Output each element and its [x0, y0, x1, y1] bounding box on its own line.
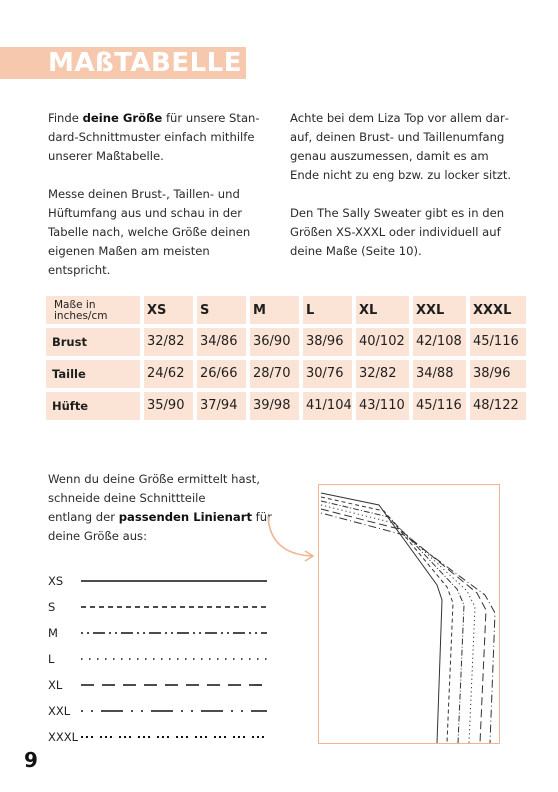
table-cell: 37/94 [197, 392, 246, 420]
curved-arrow-icon [262, 514, 322, 564]
size-header-xxl: XXL [413, 296, 466, 324]
legend-label: XXL [48, 704, 71, 718]
table-cell: 38/96 [303, 328, 352, 356]
solid-line-sample [81, 575, 271, 587]
table-cell: 45/116 [470, 328, 526, 356]
intro-left-paragraph-2: Messe deinen Brust-, Taillen- und Hüftumfang aus und schau in der Tabelle nach, welche Größe deinen eigenen Maßen am meisten entspricht. [48, 187, 251, 277]
legend-label: XXXL [48, 730, 79, 744]
cut-instructions: Wenn du deine Größe ermittelt hast, schneide deine Schnittteile entlang der passenden Linienart für deine Größe aus: [48, 472, 272, 543]
table-cell: 32/82 [144, 328, 193, 356]
intro-left-column [48, 109, 272, 299]
table-cell: 24/62 [144, 360, 193, 388]
row-label: Brust [46, 328, 140, 356]
table-cell: 45/116 [413, 392, 466, 420]
table-cell: 28/70 [250, 360, 299, 388]
table-cell: 42/108 [413, 328, 466, 356]
short-dash-line-sample [81, 601, 271, 613]
size-header-m: M [250, 296, 299, 324]
intro-left-paragraph-1: Finde deine Größe für unsere Standard-Schnittmuster einfach mithilfe unserer Maßtabelle. [48, 111, 260, 163]
table-cell: 41/104 [303, 392, 352, 420]
size-header-xxxl: XXXL [470, 296, 526, 324]
row-label: Hüfte [46, 392, 140, 420]
size-header-xl: XL [356, 296, 409, 324]
table-cell: 26/66 [197, 360, 246, 388]
table-cell: 39/98 [250, 392, 299, 420]
size-header-s: S [197, 296, 246, 324]
size-header-xs: XS [144, 296, 193, 324]
table-cell: 36/90 [250, 328, 299, 356]
pattern-illustration [318, 484, 500, 744]
intro-right-paragraph-2: Den The Sally Sweater gibt es in den Größen XS-XXXL oder individuell auf deine Maße (Seite 10). [290, 206, 505, 258]
intro-right-column [290, 109, 520, 280]
row-label: Taille [46, 360, 140, 388]
table-cell: 32/82 [356, 360, 409, 388]
long-dash-line-sample [81, 679, 271, 691]
table-cell: 38/96 [470, 360, 526, 388]
table-cell: 48/122 [470, 392, 526, 420]
table-corner-label: Maße in inches/cm [46, 296, 140, 324]
legend-label: M [48, 626, 58, 640]
pattern-lines [319, 485, 501, 745]
size-header-l: L [303, 296, 352, 324]
dash-dot-line-sample [81, 627, 271, 639]
intro-right-paragraph-1: Achte bei dem Liza Top vor allem darauf, deinen Brust- und Taillenumfang genau auszumessen, damit es am Ende nicht zu eng bzw. zu locker sitzt. [290, 111, 512, 182]
legend-label: XL [48, 678, 63, 692]
table-cell: 34/88 [413, 360, 466, 388]
table-cell: 43/110 [356, 392, 409, 420]
legend-label: L [48, 652, 55, 666]
legend-label: XS [48, 574, 64, 588]
table-cell: 30/76 [303, 360, 352, 388]
table-cell: 35/90 [144, 392, 193, 420]
dotted-line-sample [81, 653, 271, 665]
table-cell: 40/102 [356, 328, 409, 356]
dot-dash-line-sample [81, 705, 271, 717]
double-dot-line-sample [81, 731, 271, 743]
page-title: MAßTABELLE [48, 48, 243, 78]
table-cell: 34/86 [197, 328, 246, 356]
legend-label: S [48, 600, 56, 614]
page-number: 9 [24, 748, 38, 772]
